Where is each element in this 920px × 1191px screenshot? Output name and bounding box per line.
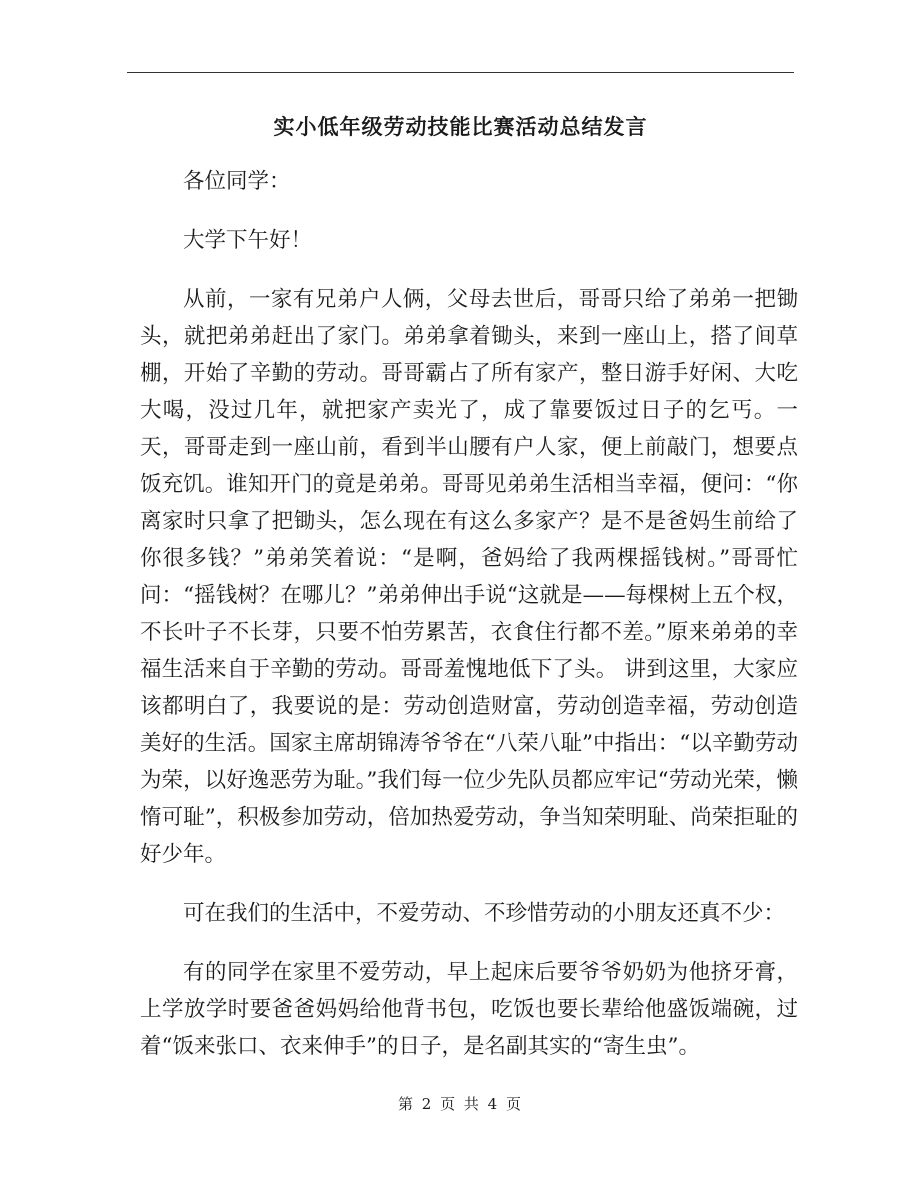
story-paragraph: 从前，一家有兄弟户人俩，父母去世后，哥哥只给了弟弟一把锄头，就把弟弟赶出了家门。弟弟拿着锄头，来到一座山上，搭了间草棚，开始了辛勤的劳动。哥哥霸占了所有家产，整日游手好闲、大吃大喝，没过几年，就把家产卖光了，成了靠要饭过日子的乞丐。一天，哥哥走到一座山前，看到半山腰有户人家，便上前敲门，想要点饭充饥。谁知开门的竟是弟弟。哥哥见弟弟生活相当幸福，便问：“你离家时只拿了把锄头，怎么现在有这么多家产？是不是爸妈生前给了你很多钱？”弟弟笑着说：“是啊，爸妈给了我两棵摇钱树。”哥哥忙问：“摇钱树？在哪儿？”弟弟伸出手说“这就是——每棵树上五个杈，不长叶子不长芽，只要不怕劳累苦，衣食住行都不差。”原来弟弟的幸福生活来自于辛勤的劳动。哥哥羞愧地低下了头。 讲到这里，大家应该都明白了，我要说的是：劳动创造财富，劳动创造幸福，劳动创造美好的生活。国家主席胡锦涛爷爷在“八荣八耻”中指出：“以辛勤劳动为荣，以好逸恶劳为耻。”我们每一位少先队员都应牢记“劳动光荣，懒惰可耻”，积极参加劳动，倍加热爱劳动，争当知荣明耻、尚荣拒耻的好少年。 — [140, 287, 798, 867]
document-title: 实小低年级劳动技能比赛活动总结发言 — [273, 114, 648, 139]
greeting-paragraph: 大学下午好！ — [183, 228, 313, 253]
example-paragraph: 有的同学在家里不爱劳动，早上起床后要爷爷奶奶为他挤牙膏，上学放学时要爸爸妈妈给他背书包，吃饭也要长辈给他盛饭端碗，过着“饭来张口、衣来伸手”的日子，是名副其实的“寄生虫”。 — [140, 960, 798, 1059]
salutation-paragraph: 各位同学： — [183, 169, 291, 194]
header-rule — [127, 72, 794, 73]
transition-paragraph: 可在我们的生活中，不爱劳动、不珍惜劳动的小朋友还真不少： — [183, 901, 786, 926]
document-body — [140, 163, 798, 1087]
page-number-footer: 第 2 页 共 4 页 — [398, 1095, 523, 1113]
